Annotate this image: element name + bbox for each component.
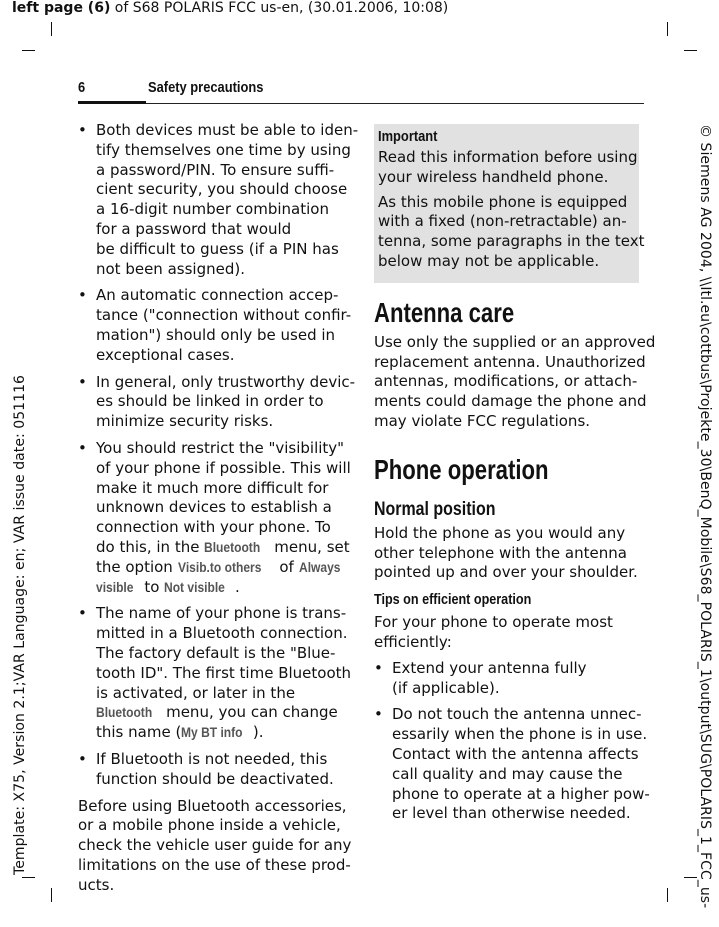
paragraph-line: antennas, modifications, or attach- bbox=[374, 372, 638, 391]
running-header-meta: of S68 POLARIS FCC us-en, (30.01.2006, 10:08) bbox=[110, 0, 449, 16]
paragraph-line: ments could damage the phone and bbox=[374, 392, 647, 411]
bullet-phone-name bbox=[78, 604, 352, 743]
minor-title-tips-efficient-operation: Tips on efficient operation bbox=[374, 591, 532, 609]
bullet-text-line: for a password that would bbox=[96, 219, 292, 238]
running-header-label: left page (6) bbox=[12, 0, 111, 16]
option-term-not-visible: Not visible bbox=[164, 578, 226, 595]
paragraph-line: check the vehicle user guide for any bbox=[78, 836, 352, 855]
paragraph-line: may violate FCC regulations. bbox=[374, 411, 591, 430]
important-line: Read this information before using bbox=[378, 148, 638, 166]
important-line: tenna, some paragraphs in the text bbox=[378, 232, 645, 251]
normal-position-paragraph bbox=[374, 524, 641, 583]
bullet-text-line: be difficult to guess (if a PIN has bbox=[96, 239, 339, 258]
bullet-restrict-visibility bbox=[78, 438, 351, 597]
bullet-text-line: call quality and may cause the bbox=[392, 764, 623, 783]
page-number-tab bbox=[78, 101, 146, 104]
option-term-always: Always bbox=[298, 558, 341, 575]
paragraph-line: or a mobile phone inside a vehicle, bbox=[78, 816, 341, 835]
menu-term-my-bt-info: My BT info bbox=[181, 724, 243, 741]
section-spacer bbox=[374, 490, 641, 498]
important-line: As this mobile phone is equipped bbox=[378, 192, 628, 211]
bullet-text-line: • In general, only trustworthy devic- bbox=[96, 372, 356, 391]
bullet-text-line: mitted in a Bluetooth connection. bbox=[96, 624, 348, 643]
text-run: this name ( bbox=[96, 723, 182, 742]
bullet-text-line: tance ("connection without confir- bbox=[96, 306, 352, 325]
important-paragraph-1 bbox=[378, 148, 638, 188]
left-margin-template-text: Template: X75, Version 2.1;VAR Language: en; VAR issue date: 051116 bbox=[12, 375, 28, 875]
bullet-text-line: is activated, or later in the bbox=[96, 683, 296, 702]
bullet-text-line: essarily when the phone is in use. bbox=[392, 725, 648, 744]
bullet-text-line bbox=[96, 723, 346, 743]
bullet-text-line: phone to operate at a higher pow- bbox=[392, 784, 650, 803]
text-run: menu, set bbox=[269, 537, 350, 556]
paragraph-line: limitations on the use of these prod- bbox=[78, 855, 351, 874]
option-term-visib-to-others: Visib.to others bbox=[177, 558, 262, 575]
chapter-title: Safety precautions bbox=[148, 79, 264, 96]
bullet-text-line: • The name of your phone is trans- bbox=[96, 604, 347, 623]
bullet-text-line: connection with your phone. To bbox=[96, 518, 331, 537]
bullet-text-line: (if applicable). bbox=[392, 678, 500, 697]
paragraph-line: Use only the supplied or an approved bbox=[374, 332, 656, 351]
important-line: your wireless handheld phone. bbox=[378, 167, 609, 186]
bullet-deactivate-bluetooth bbox=[78, 750, 346, 790]
bullet-text-line: a 16-digit number combination bbox=[96, 200, 329, 219]
paragraph-line: Hold the phone as you would any bbox=[374, 523, 626, 542]
bullet-text-line: cient security, you should choose bbox=[96, 180, 348, 199]
bullet-extend-antenna bbox=[374, 659, 641, 699]
tips-intro-paragraph bbox=[374, 613, 641, 653]
text-run: the option bbox=[96, 557, 178, 576]
text-run: do this, in the bbox=[96, 537, 205, 556]
bullet-trustworthy-devices bbox=[78, 372, 356, 432]
bullet-text-line bbox=[96, 558, 346, 578]
bullet-text-line: tooth ID". The first time Bluetooth bbox=[96, 663, 352, 682]
bullet-text-line: • Extend your antenna fully bbox=[392, 658, 587, 677]
crop-mark-top-right-h bbox=[684, 50, 697, 51]
crop-mark-bottom-left-h bbox=[22, 877, 35, 878]
bullet-text-line bbox=[96, 703, 346, 723]
bullet-password-pin bbox=[78, 121, 359, 279]
bullet-text-line: er level than otherwise needed. bbox=[392, 804, 631, 823]
paragraph-line: pointed up and over your shoulder. bbox=[374, 563, 638, 582]
crop-mark-top-left-v bbox=[51, 22, 52, 36]
bullet-text-line: make it much more difficult for bbox=[96, 478, 329, 497]
option-term-visible: visible bbox=[96, 578, 134, 595]
right-margin-copyright-text: © Siemens AG 2004, \\Itl.eu\cottbus\Projekte_30\BenQ_Mobile\S68_POLARIS_1\output\SUG\POLARIS_1_FCC_us- bbox=[697, 124, 713, 909]
text-run: of bbox=[274, 557, 299, 576]
bullet-automatic-connection bbox=[78, 286, 352, 365]
bullet-text-line: • Do not touch the antenna unnec- bbox=[392, 705, 642, 724]
important-line: below may not be applicable. bbox=[378, 251, 600, 270]
bullet-text-line: unknown devices to establish a bbox=[96, 498, 332, 517]
page-top-rule bbox=[78, 103, 644, 104]
important-paragraph-2 bbox=[378, 192, 645, 272]
paragraph-line: ucts. bbox=[78, 875, 115, 894]
bullet-do-not-touch-antenna bbox=[374, 705, 650, 824]
bullet-text-line: not been assigned). bbox=[96, 259, 245, 278]
crop-mark-bottom-right-v bbox=[667, 888, 668, 902]
menu-term-bluetooth: Bluetooth bbox=[204, 538, 261, 555]
bullet-text-line: minimize security risks. bbox=[96, 412, 274, 431]
important-title: Important bbox=[378, 128, 438, 145]
text-run: . bbox=[235, 577, 240, 596]
subsection-title-normal-position: Normal position bbox=[374, 498, 496, 520]
menu-term-bluetooth: Bluetooth bbox=[96, 704, 153, 721]
section-title-antenna-care: Antenna care bbox=[374, 296, 515, 328]
page-number: 6 bbox=[78, 79, 86, 96]
bullet-text-line: Contact with the antenna affects bbox=[392, 744, 639, 763]
bullet-text-line: The factory default is the "Blue- bbox=[96, 643, 336, 662]
tips-bullet-list bbox=[374, 658, 650, 824]
bullet-text-line: mation") should only be used in bbox=[96, 325, 336, 344]
bullet-text-line bbox=[96, 537, 350, 558]
bullet-text-line: tify themselves one time by using bbox=[96, 140, 351, 159]
crop-mark-bottom-right-h bbox=[684, 877, 697, 878]
bullet-text-line: • You should restrict the "visibility" bbox=[96, 438, 345, 457]
left-column bbox=[78, 121, 359, 901]
text-run: menu, you can change bbox=[161, 703, 338, 722]
closing-paragraph bbox=[78, 796, 352, 896]
bullet-text-line: • Both devices must be able to iden- bbox=[96, 121, 359, 139]
paragraph-line: replacement antenna. Unauthorized bbox=[374, 352, 646, 371]
bullet-text-line: function should be deactivated. bbox=[96, 769, 334, 788]
bullet-text-line: of your phone if possible. This will bbox=[96, 458, 351, 477]
paragraph-line: other telephone with the antenna bbox=[374, 543, 627, 562]
bullet-text-line: • If Bluetooth is not needed, this bbox=[96, 749, 328, 768]
bullet-text-line: a password/PIN. To ensure suffi- bbox=[96, 160, 335, 179]
antenna-care-paragraph bbox=[374, 332, 656, 432]
running-header bbox=[12, 0, 448, 16]
text-run: ). bbox=[252, 723, 264, 742]
important-notice-box bbox=[374, 124, 645, 283]
section-spacer bbox=[374, 438, 641, 454]
bullet-text-line: exceptional cases. bbox=[96, 345, 235, 364]
bullet-text-line: es should be linked in order to bbox=[96, 392, 324, 411]
crop-mark-bottom-left-v bbox=[51, 888, 52, 902]
security-bullet-list bbox=[78, 121, 359, 790]
bullet-text-line: • An automatic connection accep- bbox=[96, 286, 339, 305]
right-column bbox=[374, 124, 656, 831]
bullet-text-line bbox=[96, 578, 346, 598]
paragraph-line: Before using Bluetooth accessories, bbox=[78, 796, 347, 815]
paragraph-line: For your phone to operate most bbox=[374, 613, 613, 632]
section-title-phone-operation: Phone operation bbox=[374, 453, 549, 485]
text-run: to bbox=[139, 577, 165, 596]
crop-mark-top-right-v bbox=[667, 22, 668, 36]
crop-mark-top-left-h bbox=[22, 50, 35, 51]
important-line: with a fixed (non-retractable) an- bbox=[378, 212, 627, 231]
paragraph-line: efficiently: bbox=[374, 632, 452, 651]
